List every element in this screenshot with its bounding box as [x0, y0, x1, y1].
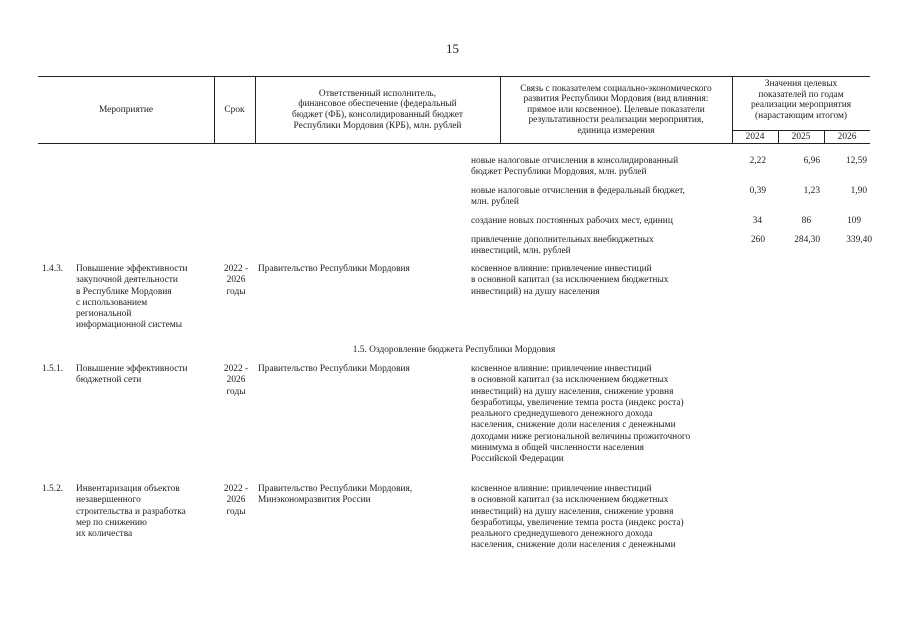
- indicator-value-2026: 1,90: [850, 186, 867, 196]
- indicator-value-2026: 109: [846, 216, 861, 226]
- indicator-text: новые налоговые отчисления в консолидированный бюджет Республики Мордовия, млн. рублей: [471, 156, 679, 178]
- row-term: 2022 - 2026 годы: [223, 484, 249, 517]
- row-measure: Повышение эффективности бюджетной сети: [76, 364, 188, 386]
- row-number: 1.4.3.: [42, 264, 64, 274]
- row-executor: Правительство Республики Мордовия: [258, 264, 410, 274]
- table-header: [38, 76, 870, 144]
- header-year-2024: 2024: [745, 132, 765, 142]
- indicator-value-2026: 339,40: [846, 235, 872, 245]
- indicator-text: создание новых постоянных рабочих мест, единиц: [471, 216, 673, 226]
- header-values-title: Значения целевых показателей по годам реализации мероприятия (нарастающим итогом): [750, 79, 852, 121]
- row-measure: Инвентаризация объектов незавершенного строительства и разработка мер по снижению их количества: [76, 484, 186, 540]
- row-number: 1.5.1.: [42, 364, 64, 374]
- header-link: Связь с показателем социально-экономического развития Республики Мордовия (вид влияния: прямое или косвенное). Целевые показатели результативности реализации мероприятия, единица измерения: [520, 83, 712, 136]
- header-measure: Мероприятие: [98, 104, 154, 115]
- row-term: 2022 - 2026 годы: [223, 364, 249, 397]
- indicator-value-2026: 12,59: [845, 156, 867, 166]
- row-executor: Правительство Республики Мордовия, Минэкономразвития России: [258, 484, 413, 506]
- section-title: 1.5. Оздоровление бюджета Республики Мордовия: [352, 345, 556, 355]
- indicator-value-2024: 260: [750, 235, 765, 245]
- indicator-value-2025: 1,23: [803, 186, 820, 196]
- row-link: косвенное влияние: привлечение инвестиций в основной капитал (за исключением бюджетных инвестиций) на душу населения, снижение уровня безработицы, увеличение темпа роста (индекс роста) реального среднедушевого денежного дохода населения, снижение доли населения с денежными: [471, 484, 684, 551]
- indicator-text: привлечение дополнительных внебюджетных инвестиций, млн. рублей: [471, 235, 654, 257]
- indicator-value-2024: 34: [752, 216, 762, 226]
- row-number: 1.5.2.: [42, 484, 64, 494]
- header-year-2026: 2026: [837, 132, 857, 142]
- header-term: Срок: [224, 104, 245, 115]
- indicator-value-2025: 284,30: [794, 235, 820, 245]
- page-number: 15: [446, 41, 459, 56]
- indicator-value-2025: 6,96: [803, 156, 820, 166]
- header-year-2025: 2025: [791, 132, 811, 142]
- indicator-text: новые налоговые отчисления в федеральный бюджет, млн. рублей: [471, 186, 685, 208]
- row-measure: Повышение эффективности закупочной деятельности в Республике Мордовия с использованием региональной информационной системы: [76, 264, 188, 331]
- indicator-value-2024: 0,39: [749, 186, 766, 196]
- row-executor: Правительство Республики Мордовия: [258, 364, 410, 374]
- header-executor: Ответственный исполнитель, финансовое обеспечение (федеральный бюджет (ФБ), консолидированный бюджет Республики Мордовия (КРБ), млн. рублей: [292, 88, 463, 131]
- indicator-value-2025: 86: [801, 216, 811, 226]
- indicator-value-2024: 2,22: [749, 156, 766, 166]
- row-link: косвенное влияние: привлечение инвестиций в основной капитал (за исключением бюджетных инвестиций) на душу населения: [471, 264, 669, 297]
- row-term: 2022 - 2026 годы: [223, 264, 249, 297]
- row-link: косвенное влияние: привлечение инвестиций в основной капитал (за исключением бюджетных инвестиций) на душу населения, снижение уровня безработицы, увеличение темпа роста (индекс роста) реального среднедушевого денежного дохода населения, снижение доли населения с денежными доходами ниже региональной величины прожиточного минимума в общей численности населения Российской Федерации: [471, 364, 691, 465]
